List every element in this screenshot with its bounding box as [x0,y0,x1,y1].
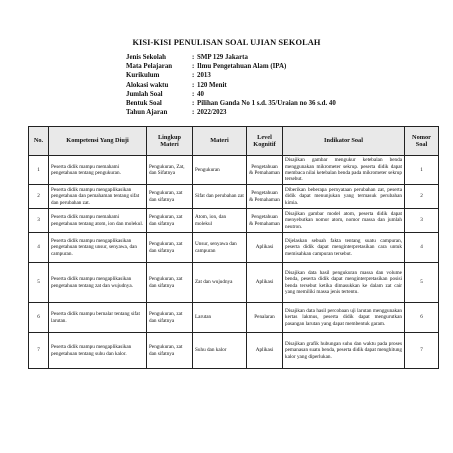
cell-indikator-soal: Disajikan gambar model atom, peserta didik dapat menyebutkan nomor atom, nomor massa dan jumlah neutron. [283,209,405,233]
cell-kompetensi: Peserta didik mampu memahami pengetahuan tentang atom, ion dan molekul. [49,209,147,233]
meta-row [126,62,336,71]
cell-level-kognitif: Aplikasi [247,233,283,263]
table-row [29,156,439,185]
meta-row [126,81,336,90]
meta-sep: : [192,99,195,107]
cell-nomor-soal: 4 [405,233,439,263]
table-row [29,333,439,369]
document-metadata [126,53,336,117]
cell-lingkup-materi: Pengukuran, zat dan sifatnya [147,303,193,333]
cell-nomor-soal: 6 [405,303,439,333]
meta-sep: : [192,63,195,71]
cell-kompetensi: Peserta didik mampu mengaplikasikan pengetahuan tentang zat dan wujudnya. [49,263,147,303]
cell-nomor-soal: 3 [405,209,439,233]
meta-sep: : [192,72,195,80]
meta-sep: : [192,90,195,98]
cell-level-kognitif: Pengetahuan & Pemahaman [247,156,283,185]
meta-value: 2013 [197,72,211,80]
header-materi: Materi [193,127,247,156]
cell-lingkup-materi: Pengukuran, zat dan sifatnya [147,185,193,209]
table-row [29,209,439,233]
meta-value: Pilihan Ganda No 1 s.d. 35/Uraian no 36 s.d. 40 [197,99,336,107]
table-header-row [29,127,439,156]
meta-value: 40 [197,90,204,98]
meta-value: 2022/2023 [197,109,227,117]
cell-lingkup-materi: Pengukuran, zat dan sifatnya [147,263,193,303]
cell-no: 1 [29,156,49,185]
header-lingkup-materi: Lingkup Materi [147,127,193,156]
cell-indikator-soal: Disajikan data hasil percobaan uji larutan menggunakan kertas lakmus, peserta didik dapat mengurutkan pasangan larutan yang dapat membentuk garam. [283,303,405,333]
cell-indikator-soal: Diberikan beberapa pernyataan perubahan zat, peserta didik dapat menunjukan yang termasuk perubahan kimia. [283,185,405,209]
cell-indikator-soal: Dijelaskan sebuah fakta tentang suatu campuran, peserta didik dapat menginterpretasikan cara untuk memisahkan campuran tersebut. [283,233,405,263]
cell-indikator-soal: Disajikan grafik hubungan suhu dan waktu pada proses pemanasan suatu benda, peserta didik dapat menghitung kalor yang diperlukan. [283,333,405,369]
cell-kompetensi: Peserta didik mampu mengaplikasikan pengetahuan dan pemahaman tentang sifat dan perubahan zat. [49,185,147,209]
cell-nomor-soal: 5 [405,263,439,303]
cell-kompetensi: Peserta didik mampu mengaplikasikan pengetahuan tentang unsur, senyawa, dan campuran. [49,233,147,263]
cell-lingkup-materi: Pengukuran, zat dan sifatnya [147,333,193,369]
cell-materi: Zat dan wujudnya [193,263,247,303]
meta-sep: : [192,109,195,117]
meta-value: Ilmu Pengetahuan Alam (IPA) [197,63,287,71]
meta-sep: : [192,54,195,61]
meta-value: SMP 129 Jakarta [197,54,248,61]
header-indikator-soal: Indikator Soal [283,127,405,156]
cell-no: 6 [29,303,49,333]
cell-no: 3 [29,209,49,233]
cell-nomor-soal: 1 [405,156,439,185]
cell-indikator-soal: Disajikan gambar mengukur ketebalan benda menggunakan mikrometer sekrup. peserta didik dapat membaca nilai ketebalan benda pada mikrometer sekrup tersebut. [283,156,405,185]
meta-label: Kurikulum [126,72,160,80]
header-kompetensi: Kompetensi Yang Diuji [49,127,147,156]
cell-no: 5 [29,263,49,303]
cell-materi: Unsur, senyawa dan campuran [193,233,247,263]
table-row [29,263,439,303]
cell-materi: Pengukuran [193,156,247,185]
header-no: No. [29,127,49,156]
meta-label: Jumlah Soal [126,90,163,98]
header-level-kognitif: Level Kognitif [247,127,283,156]
cell-materi: Larutan [193,303,247,333]
cell-kompetensi: Peserta didik mampu mengaplikasikan pengetahuan tentang suhu dan kalor. [49,333,147,369]
cell-lingkup-materi: Pengukuran, Zat, dan Sifatnya [147,156,193,185]
cell-nomor-soal: 2 [405,185,439,209]
meta-row [126,108,336,117]
cell-materi: Suhu dan kalor [193,333,247,369]
cell-no: 7 [29,333,49,369]
meta-row [126,71,336,80]
cell-level-kognitif: Aplikasi [247,333,283,369]
cell-lingkup-materi: Pengukuran, zat dan sifatnya [147,233,193,263]
meta-row [126,53,336,62]
document-title: KISI-KISI PENULISAN SOAL UJIAN SEKOLAH [132,38,321,47]
meta-row [126,90,336,99]
cell-no: 2 [29,185,49,209]
cell-materi: Atom, ion, dan molekul [193,209,247,233]
meta-label: Alokasi waktu [126,81,169,89]
cell-level-kognitif: Pengetahuan & Pemahaman [247,185,283,209]
meta-value: 120 Menit [197,81,227,89]
kisi-kisi-table [28,126,439,369]
cell-lingkup-materi: Pengukuran, zat dan sifatnya [147,209,193,233]
cell-level-kognitif: Aplikasi [247,263,283,303]
cell-kompetensi: Peserta didik mampu bernalar tentang sifat larutan. [49,303,147,333]
cell-indikator-soal: Disajikan data hasil pengukuran massa dan volume benda, peserta didik dapat menginterpretasikan posisi benda tersebut ketika dimasukkan ke dalam zat cair yang memiliki massa jenis tertentu. [283,263,405,303]
cell-level-kognitif: Penalaran [247,303,283,333]
cell-materi: Sifat dan perubahan zat [193,185,247,209]
meta-label: Mata Pelajaran [126,63,173,71]
cell-no: 4 [29,233,49,263]
cell-nomor-soal: 7 [405,333,439,369]
cell-level-kognitif: Pengetahuan & Pemahaman [247,209,283,233]
table-row [29,233,439,263]
meta-sep: : [192,81,195,89]
meta-row [126,99,336,108]
header-nomor-soal: Nomor Soal [405,127,439,156]
meta-label: Tahun Ajaran [126,109,168,117]
table-row [29,185,439,209]
cell-kompetensi: Peserta didik mampu memahami pengetahuan tentang pengukuran. [49,156,147,185]
meta-label: Jenis Sekolah [126,54,167,61]
table-row [29,303,439,333]
meta-label: Bentuk Soal [126,99,162,107]
